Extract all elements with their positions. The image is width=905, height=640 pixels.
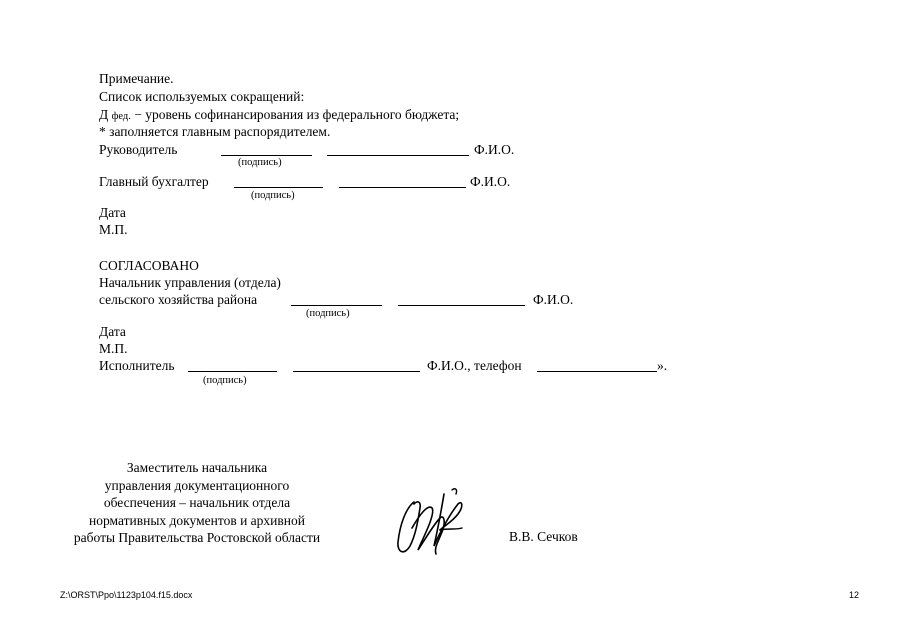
head-name-blank — [327, 143, 469, 156]
executor-phone-blank — [537, 359, 657, 372]
accountant-name-blank — [339, 175, 466, 188]
agreed-title: СОГЛАСОВАНО — [99, 258, 199, 273]
abbreviation-description: − уровень софинансирования из федерального бюджета; — [134, 107, 460, 122]
note-title: Примечание. — [99, 71, 174, 86]
seal-label: М.П. — [99, 222, 128, 237]
signatory-position-line: Заместитель начальника — [126, 460, 268, 475]
executor-label: Исполнитель — [99, 358, 175, 373]
signatory-position-line: обеспечения – начальник отдела — [103, 495, 291, 510]
head-fio: Ф.И.О. — [474, 142, 515, 157]
agreed-name-blank — [398, 293, 525, 306]
page-number: 12 — [849, 590, 860, 600]
asterisk-note: * заполняется главным распорядителем. — [99, 124, 331, 139]
handwritten-signature — [392, 484, 468, 560]
executor-fio-phone: Ф.И.О., телефон — [427, 358, 522, 373]
agreed-position-line2: сельского хозяйства района — [99, 292, 258, 307]
signatory-name: В.В. Сечков — [509, 529, 578, 544]
accountant-signature-blank — [234, 175, 323, 188]
abbreviation-list-heading: Список используемых сокращений: — [99, 89, 305, 104]
abbreviation-subscript: фед. — [111, 111, 131, 122]
agreed-position-line1: Начальник управления (отдела) — [99, 275, 281, 290]
signatory-position-line: нормативных документов и архивной — [89, 512, 305, 528]
accountant-signature-hint: (подпись) — [251, 190, 295, 201]
chief-accountant-label: Главный бухгалтер — [99, 174, 209, 189]
head-label: Руководитель — [99, 142, 178, 157]
signatory-position — [55, 459, 339, 547]
executor-name-blank — [293, 359, 420, 372]
agreed-fio: Ф.И.О. — [533, 292, 574, 307]
executor-signature-blank — [188, 359, 277, 372]
signatory-position-line: управления документационного — [104, 477, 290, 493]
executor-signature-hint: (подпись) — [203, 375, 247, 386]
abbreviation-d-fed — [99, 107, 459, 125]
date-label: Дата — [99, 205, 126, 220]
agreed-signature-hint: (подпись) — [306, 308, 350, 319]
signatory-position-line: работы Правительства Ростовской области — [73, 530, 321, 545]
agreed-seal-label: М.П. — [99, 341, 128, 356]
file-path: Z:\ORST\Ppo\1123p104.f15.docx — [60, 590, 193, 600]
head-signature-blank — [221, 143, 312, 156]
agreed-signature-blank — [291, 293, 382, 306]
closing-quote: ». — [657, 358, 668, 373]
agreed-date-label: Дата — [99, 324, 126, 339]
abbreviation-symbol: Д — [99, 107, 109, 122]
accountant-fio: Ф.И.О. — [470, 174, 511, 189]
head-signature-hint: (подпись) — [238, 157, 282, 168]
